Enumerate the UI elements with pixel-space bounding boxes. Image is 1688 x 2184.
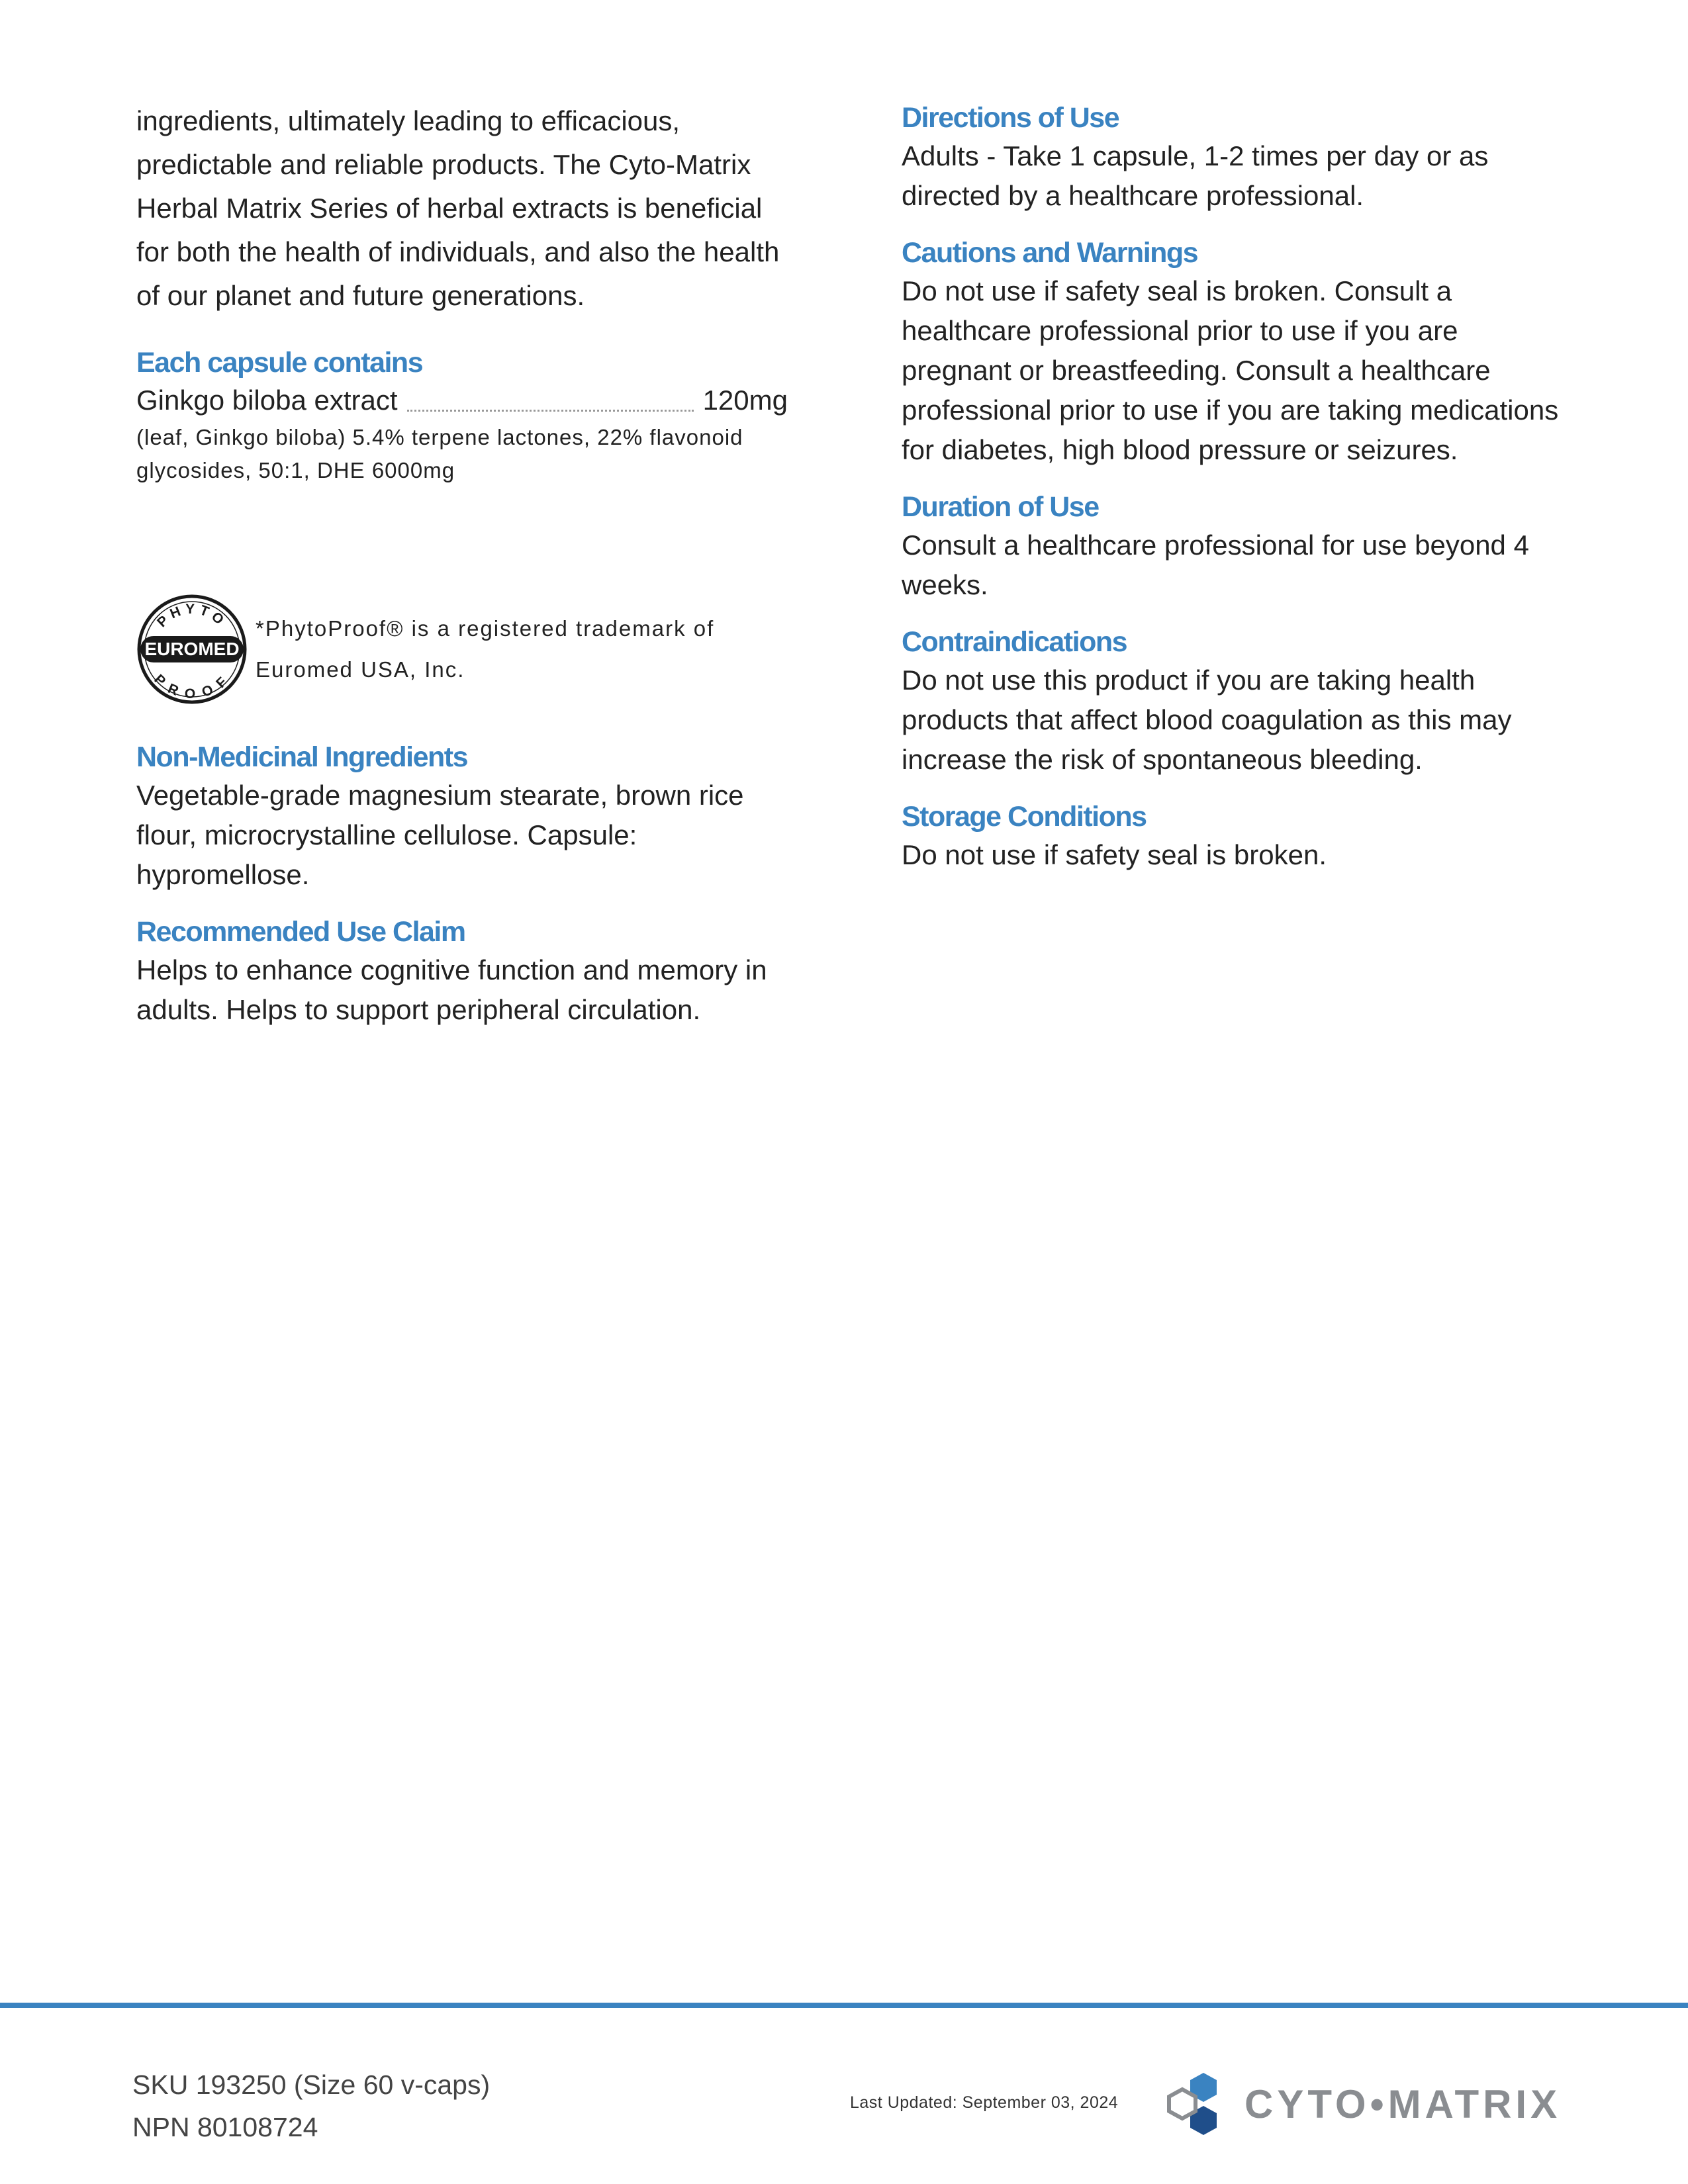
contraindications-heading: Contraindications	[902, 626, 1127, 658]
contraindications-section	[902, 623, 1564, 780]
ingredient-name: Ginkgo biloba extract	[136, 385, 398, 416]
last-updated-text: Last Updated: September 03, 2024	[850, 2093, 1119, 2112]
non-medicinal-text: Vegetable-grade magnesium stearate, brown rice flour, microcrystalline cellulose. Capsule: hypromellose.	[136, 780, 744, 890]
recommended-use-section	[136, 913, 798, 1030]
non-medicinal-section	[136, 739, 798, 895]
directions-section	[902, 99, 1564, 216]
recommended-use-text: Helps to enhance cognitive function and memory in adults. Helps to support peripheral circulation.	[136, 954, 767, 1025]
cautions-text: Do not use if safety seal is broken. Consult a healthcare professional prior to use if you are pregnant or breastfeeding. Consult a healthcare professional prior to use if you are taking medications for diabetes, high blood pressure or seizures.	[902, 275, 1559, 465]
phytoproof-block	[136, 593, 798, 705]
storage-text: Do not use if safety seal is broken.	[902, 839, 1327, 870]
duration-text: Consult a healthcare professional for use beyond 4 weeks.	[902, 529, 1529, 600]
svg-text:PROOF: PROOF	[151, 671, 233, 702]
cautions-section	[902, 234, 1564, 470]
cautions-heading: Cautions and Warnings	[902, 237, 1198, 269]
storage-section	[902, 798, 1564, 875]
svg-text:PHYTO: PHYTO	[154, 601, 230, 631]
intro-paragraph: ingredients, ultimately leading to efficacious, predictable and reliable products. The Cyto-Matrix Herbal Matrix Series of herbal extracts is beneficial for both the health of individuals, and also the health of our planet and future generations.	[136, 105, 780, 311]
ingredient-amount: 120mg	[702, 385, 788, 416]
non-medicinal-heading: Non-Medicinal Ingredients	[136, 741, 468, 773]
sku-text: SKU 193250 (Size 60 v-caps)	[132, 2070, 491, 2100]
duration-heading: Duration of Use	[902, 491, 1099, 523]
storage-heading: Storage Conditions	[902, 801, 1147, 833]
ingredient-detail: (leaf, Ginkgo biloba) 5.4% terpene lactones, 22% flavonoid glycosides, 50:1, DHE 6000mg	[136, 425, 743, 482]
svg-text:EUROMED: EUROMED	[144, 639, 240, 659]
duration-section	[902, 488, 1564, 605]
directions-text: Adults - Take 1 capsule, 1-2 times per day or as directed by a healthcare professional.	[902, 140, 1489, 211]
recommended-use-heading: Recommended Use Claim	[136, 916, 465, 948]
left-column	[136, 99, 798, 1030]
trademark-note: *PhytoProof® is a registered trademark of Euromed USA, Inc.	[256, 616, 715, 682]
dot-leader	[407, 410, 694, 412]
right-column	[902, 99, 1564, 875]
npn-text: NPN 80108724	[132, 2112, 318, 2142]
logo-wordmark: CYTO•MATRIX	[1244, 2082, 1562, 2126]
hexagon-cluster-icon	[1162, 2070, 1231, 2139]
phytoproof-seal-icon	[136, 594, 248, 705]
product-codes	[132, 2064, 490, 2148]
cyto-matrix-logo	[1162, 2070, 1561, 2139]
capsule-heading: Each capsule contains	[136, 347, 423, 379]
ingredient-row	[136, 381, 788, 420]
directions-heading: Directions of Use	[902, 102, 1119, 134]
footer-divider	[0, 2003, 1688, 2008]
contraindications-text: Do not use this product if you are taking health products that affect blood coagulation as this may increase the risk of spontaneous bleeding.	[902, 664, 1512, 775]
capsule-section	[136, 344, 798, 487]
